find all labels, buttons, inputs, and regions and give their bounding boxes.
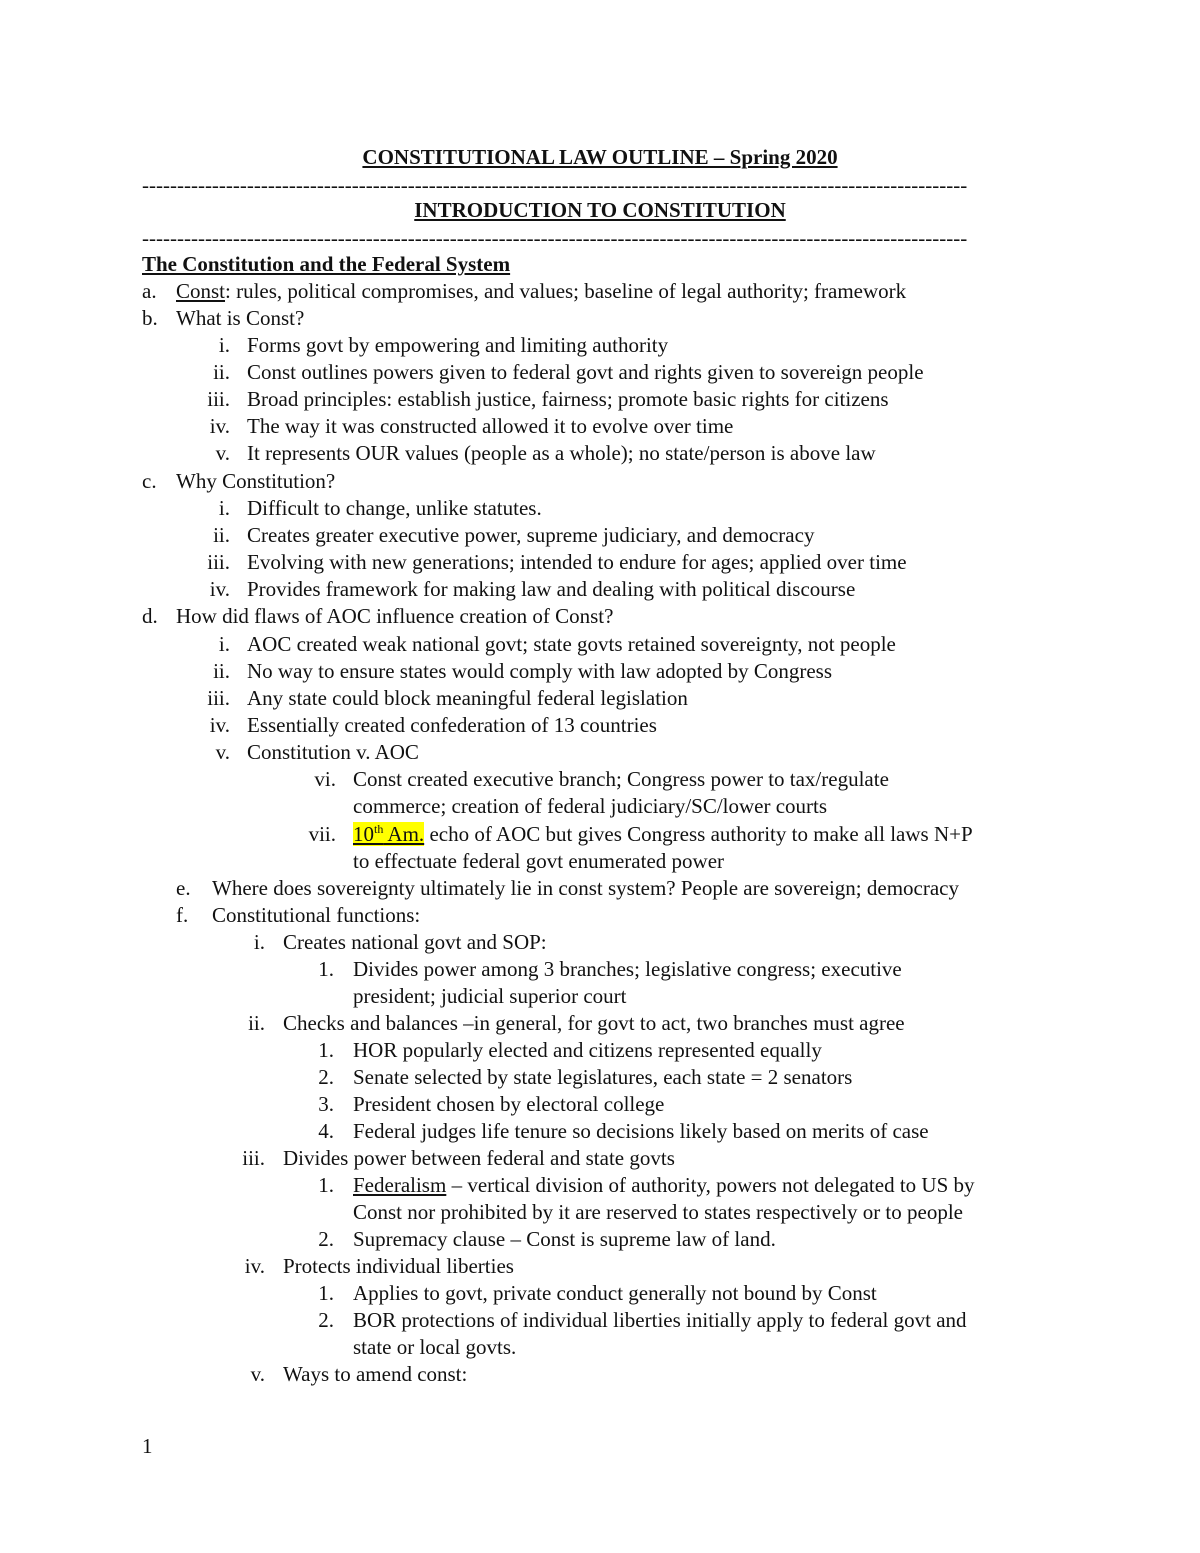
list-marker: iv.: [209, 713, 230, 737]
divider-line: ----------------------------------------------------------------------------------------------------------------------: [142, 226, 968, 250]
list-marker: iv.: [209, 577, 230, 601]
list-item-text: What is Const?: [176, 306, 305, 330]
list-marker: f.: [176, 903, 189, 927]
list-marker: iv.: [209, 414, 230, 438]
list-marker: 1.: [318, 1173, 334, 1197]
list-item-text: Ways to amend const:: [283, 1362, 468, 1386]
list-item-text: Divides power among 3 branches; legislative congress; executive: [353, 957, 902, 981]
list-item-text: Const outlines powers given to federal govt and rights given to sovereign people: [247, 360, 924, 384]
list-item-text: Senate selected by state legislatures, each state = 2 senators: [353, 1065, 853, 1089]
list-item-text: No way to ensure states would comply with law adopted by Congress: [247, 659, 832, 683]
list-marker: ii.: [213, 523, 230, 547]
list-item-continuation: commerce; creation of federal judiciary/SC/lower courts: [353, 794, 828, 818]
list-item-text: Essentially created confederation of 13 countries: [247, 713, 657, 737]
list-item-text: Divides power between federal and state govts: [283, 1146, 675, 1170]
list-marker: i.: [218, 496, 230, 520]
list-marker: e.: [176, 876, 191, 900]
list-item-text: Forms govt by empowering and limiting authority: [247, 333, 669, 357]
list-item-text: Broad principles: establish justice, fairness; promote basic rights for citizens: [247, 387, 889, 411]
list-item-text: Why Constitution?: [176, 469, 336, 493]
section-title: INTRODUCTION TO CONSTITUTION: [414, 198, 786, 222]
list-item-text: : rules, political compromises, and values; baseline of legal authority; framework: [225, 279, 907, 303]
list-item-text: Supremacy clause – Const is supreme law of land.: [353, 1227, 776, 1251]
list-marker: 1.: [318, 1038, 334, 1062]
list-marker: a.: [142, 279, 157, 303]
list-item-text: Const created executive branch; Congress power to tax/regulate: [353, 767, 889, 791]
list-item-continuation: president; judicial superior court: [353, 984, 627, 1008]
list-item-text: Evolving with new generations; intended to endure for ages; applied over time: [247, 550, 907, 574]
list-item-text: Creates national govt and SOP:: [283, 930, 547, 954]
list-item-continuation: to effectuate federal govt enumerated power: [353, 849, 725, 873]
list-marker: 1.: [318, 1281, 334, 1305]
list-item-text: The way it was constructed allowed it to evolve over time: [247, 414, 734, 438]
list-item-text: echo of AOC but gives Congress authority to make all laws N+P: [424, 822, 973, 846]
list-marker: ii.: [213, 659, 230, 683]
list-marker: i.: [253, 930, 265, 954]
list-item-text: President chosen by electoral college: [353, 1092, 665, 1116]
list-item-text: AOC created weak national govt; state govts retained sovereignty, not people: [247, 632, 896, 656]
amendment-abbrev: Am.: [383, 822, 425, 846]
list-item-continuation: Const nor prohibited by it are reserved to states respectively or to people: [353, 1200, 963, 1224]
list-item-text: Difficult to change, unlike statutes.: [247, 496, 542, 520]
list-marker: iii.: [207, 550, 230, 574]
list-marker: ii.: [213, 360, 230, 384]
list-item-text: Constitution v. AOC: [247, 740, 419, 764]
list-item-text: Provides framework for making law and dealing with political discourse: [247, 577, 856, 601]
page-number: 1: [142, 1434, 153, 1458]
list-marker: iii.: [207, 686, 230, 710]
amendment-number: 10: [353, 822, 374, 846]
list-item-text: Federal judges life tenure so decisions likely based on merits of case: [353, 1119, 929, 1143]
section-heading: The Constitution and the Federal System: [142, 252, 511, 276]
list-marker: vii.: [308, 822, 336, 846]
list-marker: b.: [142, 306, 158, 330]
list-marker: v.: [250, 1362, 265, 1386]
list-marker: iii.: [242, 1146, 265, 1170]
list-marker: 2.: [318, 1227, 334, 1251]
list-marker: 1.: [318, 957, 334, 981]
list-marker: v.: [215, 441, 230, 465]
list-marker: ii.: [248, 1011, 265, 1035]
list-marker: 4.: [318, 1119, 334, 1143]
divider-line: ----------------------------------------------------------------------------------------------------------------------: [142, 173, 968, 197]
list-item-text: HOR popularly elected and citizens represented equally: [353, 1038, 822, 1062]
defined-term: Federalism: [353, 1173, 447, 1197]
list-marker: 3.: [318, 1092, 334, 1116]
list-marker: iii.: [207, 387, 230, 411]
list-item-continuation: state or local govts.: [353, 1335, 517, 1359]
list-marker: 2.: [318, 1065, 334, 1089]
list-item-text: Applies to govt, private conduct generally not bound by Const: [353, 1281, 877, 1305]
defined-term: Const: [176, 279, 226, 303]
list-item-text: Where does sovereignty ultimately lie in const system? People are sovereign; democracy: [212, 876, 960, 900]
list-marker: vi.: [314, 767, 336, 791]
list-item-text: It represents OUR values (people as a whole); no state/person is above law: [247, 441, 876, 465]
list-marker: c.: [142, 469, 157, 493]
list-item-text: – vertical division of authority, powers not delegated to US by: [446, 1173, 975, 1197]
list-marker: iv.: [244, 1254, 265, 1278]
list-item-text: Creates greater executive power, supreme judiciary, and democracy: [247, 523, 815, 547]
list-marker: i.: [218, 632, 230, 656]
ordinal-suffix: th: [374, 822, 384, 836]
list-marker: d.: [142, 604, 158, 628]
list-item-text: BOR protections of individual liberties initially apply to federal govt and: [353, 1308, 967, 1332]
list-marker: 2.: [318, 1308, 334, 1332]
list-item-text: How did flaws of AOC influence creation of Const?: [176, 604, 614, 628]
list-marker: i.: [218, 333, 230, 357]
document-title: CONSTITUTIONAL LAW OUTLINE – Spring 2020: [362, 145, 838, 169]
list-item-text: Constitutional functions:: [212, 903, 421, 927]
list-item-text: Any state could block meaningful federal legislation: [247, 686, 688, 710]
list-item-text: Protects individual liberties: [283, 1254, 514, 1278]
list-marker: v.: [215, 740, 230, 764]
highlighted-amendment: [353, 822, 424, 846]
list-item-text: Checks and balances –in general, for govt to act, two branches must agree: [283, 1011, 905, 1035]
